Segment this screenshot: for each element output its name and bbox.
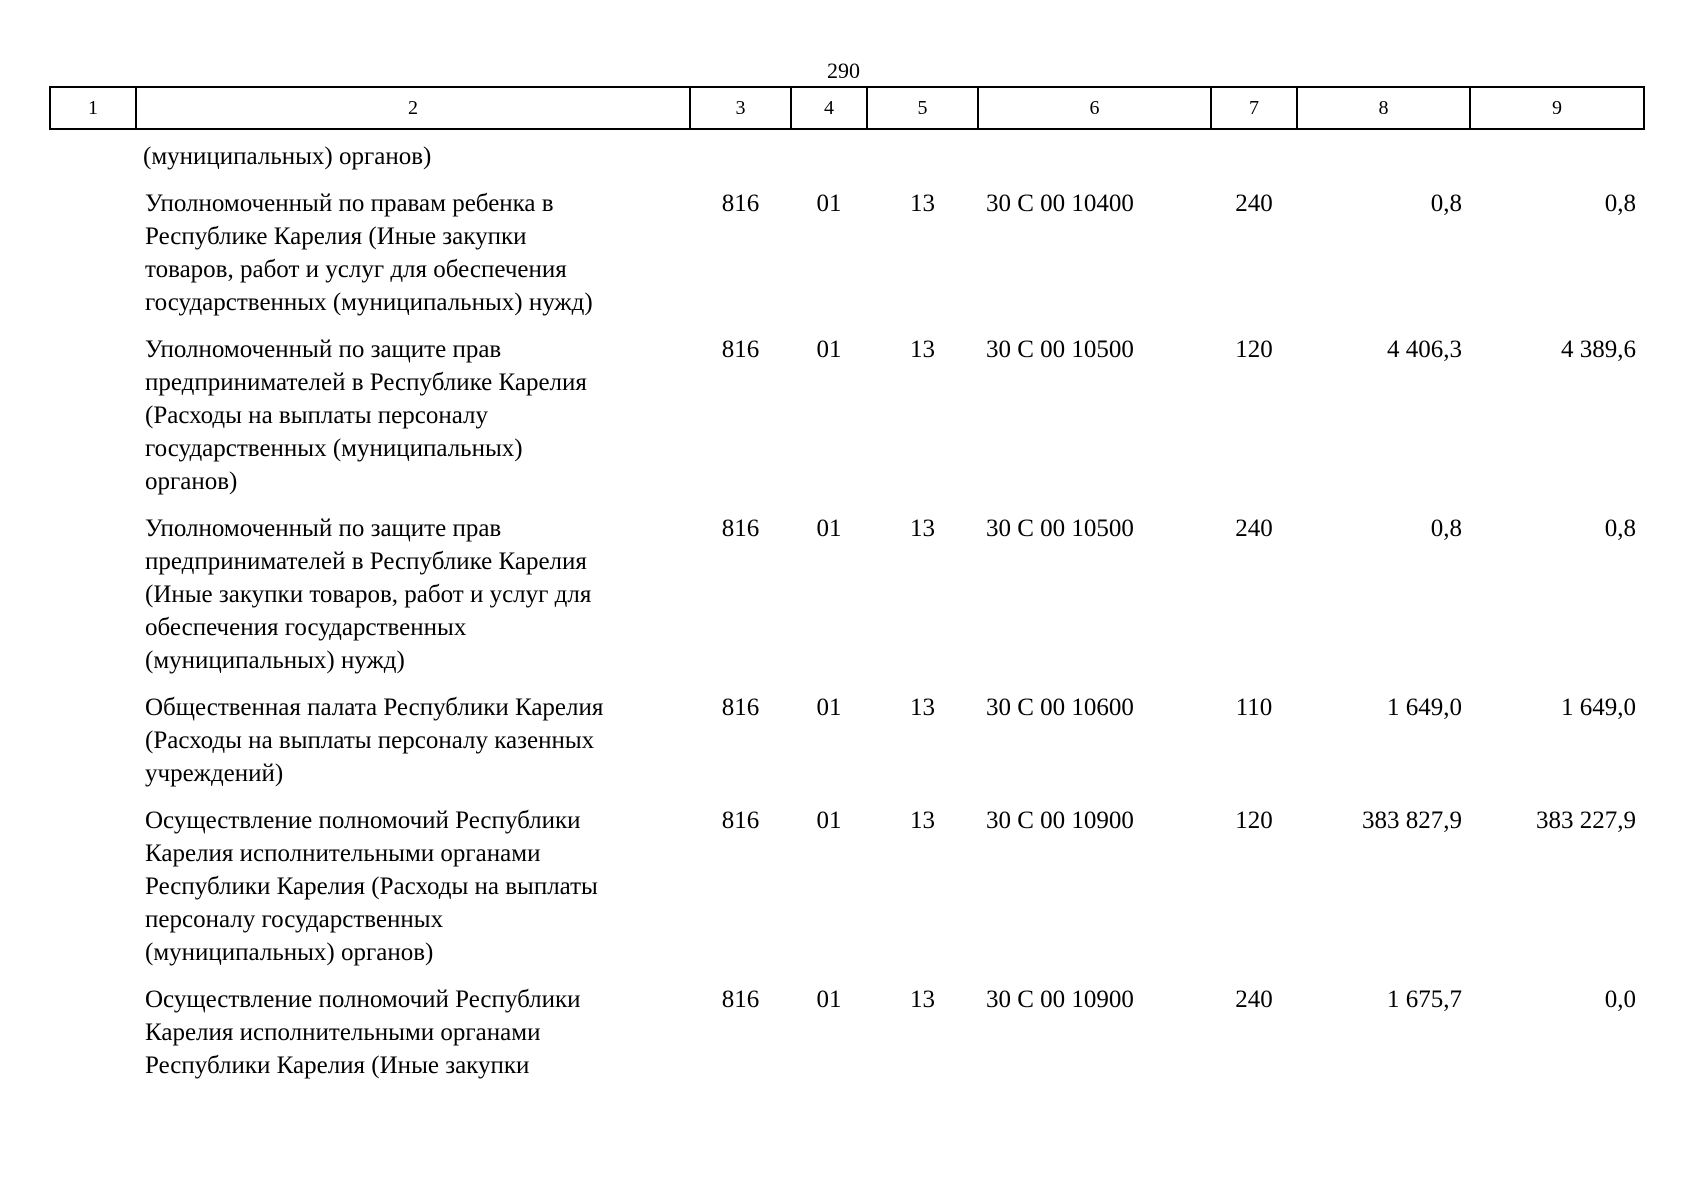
cell-c4: 01 [816,515,842,542]
description-line: Республики Карелия (Иные закупки [145,1052,530,1079]
header-col-1: 1 [50,87,136,129]
description-line: Уполномоченный по защите прав [145,515,502,542]
cell-c5: 13 [910,807,935,834]
description-line: Осуществление полномочий Республики [145,986,581,1013]
description-line: персоналу государственных [145,906,444,933]
page-number [0,58,1697,84]
cell-c8: 1 649,0 [1387,694,1462,721]
column-number-header [50,87,1644,129]
description-line: Общественная палата Республики Карелия [145,694,604,721]
table-row [50,804,1644,983]
cell-c9: 0,8 [1604,515,1636,542]
description-line: Уполномоченный по правам ребенка в [145,190,554,217]
cell-c9: 0,8 [1604,190,1636,217]
cell-col-1 [50,187,136,333]
cell-c7: 240 [1235,515,1273,542]
description-line: Уполномоченный по защите прав [145,336,502,363]
table-row [50,187,1644,333]
budget-table [49,86,1645,1096]
header-col-7: 7 [1211,87,1297,129]
description-line: государственных (муниципальных) нужд) [145,289,593,316]
header-col-4: 4 [791,87,867,129]
header-col-8: 8 [1297,87,1470,129]
cell-c9: 0,0 [1604,986,1636,1013]
description-line: предпринимателей в Республике Карелия [145,548,587,575]
description-line: органов) [145,468,238,495]
cell-c4: 01 [816,986,842,1013]
row-description [136,983,690,1096]
cell-c7: 120 [1235,807,1273,834]
row-description [136,804,690,983]
cell-c6: 30 С 00 10500 [986,336,1134,363]
header-col-9: 9 [1470,87,1644,129]
description-line: Карелия исполнительными органами [145,840,541,867]
cell-col-1 [50,804,136,983]
description-line: обеспечения государственных [145,614,467,641]
cell-c6: 30 С 00 10400 [986,190,1134,217]
cell-c8: 383 827,9 [1362,807,1462,834]
description-line: (муниципальных) нужд) [145,647,405,674]
cell-col-1 [50,333,136,512]
table-row [50,691,1644,804]
cell-c5: 13 [910,515,935,542]
row-description [136,512,690,691]
cell-c8: 0,8 [1430,515,1462,542]
cell-c3: 816 [721,190,760,217]
row-description [136,187,690,333]
cell-c8: 4 406,3 [1387,336,1462,363]
cell-c4: 01 [816,190,842,217]
continuation-text: (муниципальных) органов) [143,143,432,170]
cell-c6: 30 С 00 10600 [986,694,1134,721]
description-line: Республике Карелия (Иные закупки [145,223,527,250]
description-line: Карелия исполнительными органами [145,1019,541,1046]
cell-c8: 1 675,7 [1387,986,1462,1013]
cell-c9: 383 227,9 [1536,807,1636,834]
cell-c6: 30 С 00 10500 [986,515,1134,542]
cell-c7: 120 [1235,336,1273,363]
description-line: (Иные закупки товаров, работ и услуг для [145,581,592,608]
cell-c7: 110 [1235,694,1273,721]
cell-c6: 30 С 00 10900 [986,986,1134,1013]
cell-c4: 01 [816,336,842,363]
header-col-6: 6 [978,87,1211,129]
header-col-5: 5 [867,87,978,129]
cell-c4: 01 [816,694,842,721]
header-col-2: 2 [136,87,690,129]
cell-c8: 0,8 [1430,190,1462,217]
page-number-text: 290 [827,58,860,83]
cell-c5: 13 [910,694,935,721]
cell-c3: 816 [721,694,760,721]
continuation-row [50,129,1644,187]
cell-c3: 816 [721,807,760,834]
description-line: (муниципальных) органов) [145,939,434,966]
cell-c9: 4 389,6 [1561,336,1636,363]
cell-c5: 13 [910,190,935,217]
table-row [50,333,1644,512]
cell-c6: 30 С 00 10900 [986,807,1134,834]
description-line: (Расходы на выплаты персоналу казенных [145,727,595,754]
header-col-3: 3 [690,87,791,129]
description-line: предпринимателей в Республике Карелия [145,369,587,396]
cell-c7: 240 [1235,190,1273,217]
description-line: Осуществление полномочий Республики [145,807,581,834]
cell-col-1 [50,512,136,691]
cell-col-1 [50,691,136,804]
cell-c4: 01 [816,807,842,834]
cell-c3: 816 [721,515,760,542]
description-line: учреждений) [145,760,284,787]
cell-col-1 [50,983,136,1096]
cell-c7: 240 [1235,986,1273,1013]
cell-c5: 13 [910,336,935,363]
row-description [136,691,690,804]
cell-c3: 816 [721,986,760,1013]
table-row [50,512,1644,691]
cell-c3: 816 [721,336,760,363]
description-line: товаров, работ и услуг для обеспечения [145,256,567,283]
description-line: (Расходы на выплаты персоналу [145,402,489,429]
table-row [50,983,1644,1096]
cell-c5: 13 [910,986,935,1013]
row-description [136,333,690,512]
description-line: государственных (муниципальных) [145,435,523,462]
description-line: Республики Карелия (Расходы на выплаты [145,873,598,900]
cell-c9: 1 649,0 [1561,694,1636,721]
